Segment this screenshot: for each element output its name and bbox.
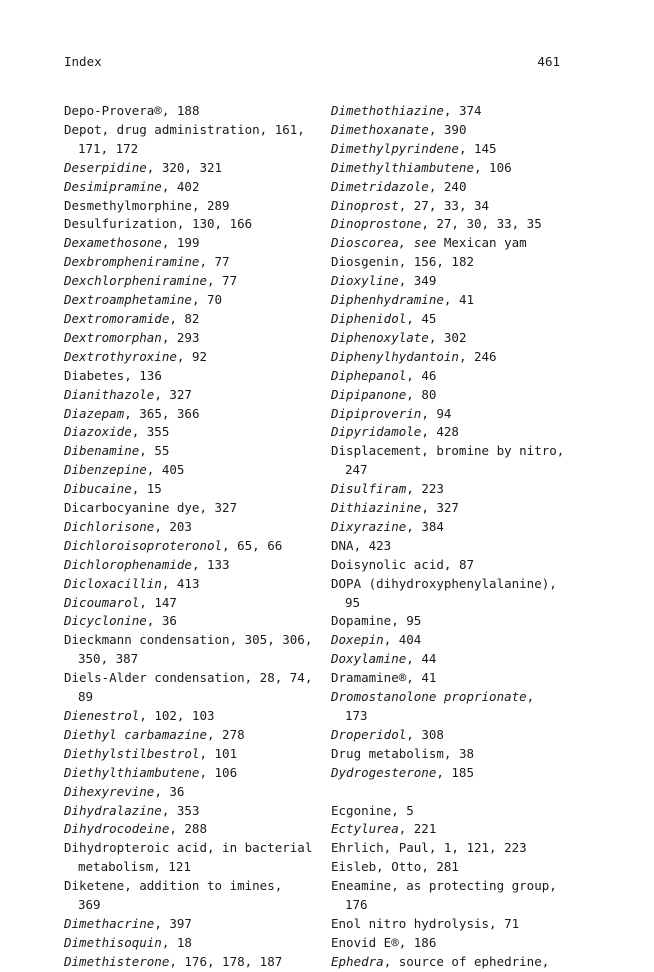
index-column-left [64, 102, 324, 972]
page-references: , 45 [406, 310, 437, 326]
page-references: , source of ephedrine, [383, 953, 550, 969]
index-entry [331, 234, 571, 253]
index-entry [64, 575, 324, 594]
index-entry [64, 877, 324, 896]
page-references: , 156, 182 [398, 254, 474, 270]
index-term: Depot, drug administration [64, 121, 260, 137]
page-references: , 365, 366 [124, 405, 200, 421]
page-references: , 82 [169, 310, 200, 326]
index-term: Diphepanol [331, 367, 407, 383]
index-entry [331, 140, 571, 159]
index-term: Diabetes [64, 367, 125, 383]
index-entry [64, 480, 324, 499]
page-references: , 199 [161, 235, 200, 251]
index-term: Dromostanolone proprionate [331, 689, 527, 705]
index-term: Diphenidol [331, 310, 407, 326]
index-entry [64, 537, 324, 556]
page-references: , 349 [398, 273, 437, 289]
index-term: Dextromoramide [64, 310, 170, 326]
index-term: Diazepam [64, 405, 125, 421]
index-entry [331, 253, 571, 272]
index-entry [64, 802, 324, 821]
index-entry-continuation [331, 594, 571, 613]
page-references: , 240 [428, 178, 467, 194]
index-entry [331, 215, 571, 234]
index-entry [64, 234, 324, 253]
index-entry [331, 858, 571, 877]
index-term: Desmethylmorphine [64, 197, 192, 213]
index-term: Ephedra [331, 953, 384, 969]
page-references: 247 [345, 462, 368, 478]
index-entry [64, 631, 324, 650]
page-references: 171, 172 [78, 140, 139, 156]
index-term: Dipiproverin [331, 405, 422, 421]
page-references: , 46 [406, 367, 437, 383]
index-entry [64, 310, 324, 329]
index-term: Ectylurea [331, 821, 399, 837]
page-references: metabolism, 121 [78, 859, 191, 875]
page-references: , 71 [489, 915, 520, 931]
index-entry [64, 726, 324, 745]
index-column-right [331, 102, 571, 972]
index-term: Displacement, bromine by nitro [331, 443, 557, 459]
index-entry [64, 915, 324, 934]
index-entry [64, 764, 324, 783]
page-references: , 186 [398, 934, 437, 950]
index-term: Dihydrocodeine [64, 821, 170, 837]
index-entry [331, 197, 571, 216]
index-term: DNA [331, 537, 354, 553]
page-references: , 38 [443, 745, 474, 761]
page-references: , [549, 878, 557, 894]
index-entry-continuation [64, 896, 324, 915]
index-entry [331, 291, 571, 310]
page-references: , 27, 33, 34 [398, 197, 490, 213]
index-term: Dexbrompheniramine [64, 254, 200, 270]
index-entry-continuation [64, 688, 324, 707]
index-term: Dibucaine [64, 481, 132, 497]
index-term: Doisynolic acid [331, 556, 444, 572]
page-number: 461 [537, 54, 560, 69]
index-term: Diphenylhydantoin [331, 348, 459, 364]
index-term: Eneamine, as protecting group [331, 878, 550, 894]
index-term: Dimethoxanate [331, 121, 429, 137]
index-entry [64, 197, 324, 216]
page-references: , 289 [191, 197, 230, 213]
index-entry-continuation [64, 858, 324, 877]
index-entry-continuation [331, 707, 571, 726]
page-references: 89 [78, 689, 94, 705]
index-term: Dinoprost [331, 197, 399, 213]
index-entry [331, 839, 571, 858]
index-entry [64, 348, 324, 367]
index-term: Dibenzepine [64, 462, 147, 478]
page-references: , 413 [161, 575, 200, 591]
page-header [64, 54, 560, 72]
index-entry-continuation [64, 140, 324, 159]
index-term: Dimethothiazine [331, 103, 444, 118]
index-term: Dydrogesterone [331, 764, 437, 780]
index-entry-continuation [64, 650, 324, 669]
page-references: , 44 [406, 651, 437, 667]
index-entry [64, 253, 324, 272]
page-references: , 327 [154, 386, 192, 402]
index-term: Diethyl carbamazine [64, 726, 207, 742]
index-entry [64, 386, 324, 405]
page-references: , 203 [154, 518, 192, 534]
index-entry [331, 612, 571, 631]
index-entry [331, 650, 571, 669]
page-references: , 147 [139, 594, 177, 610]
page-references: 176 [345, 897, 368, 913]
page-references: , 397 [154, 915, 192, 931]
page-references: , 384 [406, 518, 444, 534]
page-references: , 101 [199, 745, 238, 761]
index-entry [331, 272, 571, 291]
page-references: , [274, 878, 283, 894]
index-entry [64, 178, 324, 197]
page-references: , [549, 575, 557, 591]
index-term: Dihexyrevine [64, 783, 155, 799]
index-term: Dextroamphetamine [64, 292, 192, 308]
index-entry [64, 839, 324, 858]
page-references: , 293 [161, 329, 200, 345]
index-entry [64, 367, 324, 386]
index-term: Diphenhydramine [331, 292, 444, 308]
page-references: , 92 [176, 348, 207, 364]
page-references: , 36 [154, 783, 185, 799]
page-references: Mexican yam [436, 235, 527, 251]
index-entry [331, 726, 571, 745]
index-entry [331, 367, 571, 386]
page-references: , 133 [191, 556, 230, 572]
page-references: , 405 [146, 462, 185, 478]
index-term: Diels-Alder condensation [64, 670, 245, 686]
index-entry [331, 764, 571, 783]
index-entry [331, 669, 571, 688]
index-entry [331, 423, 571, 442]
index-term: Diketene, addition to imines [64, 878, 275, 894]
index-term: Diethylthiambutene [64, 764, 200, 780]
index-term: Dianithazole [64, 386, 155, 402]
page-references: , 355 [131, 424, 170, 440]
page-references: , 41 [406, 670, 437, 686]
index-term: Dieckmann condensation [64, 632, 230, 648]
index-term: Diethylstilbestrol [64, 745, 200, 761]
page-references: , 5 [391, 802, 414, 818]
index-entry [331, 556, 571, 575]
index-entry [331, 159, 571, 178]
index-term: Dextromorphan [64, 329, 162, 345]
index-term: Eisleb, Otto [331, 859, 422, 875]
index-term: Dopamine [331, 613, 392, 629]
index-entry [64, 159, 324, 178]
index-entry [331, 631, 571, 650]
index-term: Dimethisterone [64, 953, 170, 969]
index-entry [331, 102, 571, 121]
index-term: Dihydralazine [64, 802, 162, 818]
index-term: Dibenamine [64, 443, 140, 459]
index-entry-continuation [331, 896, 571, 915]
page-references: 369 [78, 897, 101, 913]
page-references: , 77 [199, 254, 230, 270]
page-references: , 36 [146, 613, 177, 629]
index-term: Dimetridazole [331, 178, 429, 194]
index-entry [64, 934, 324, 953]
index-term: Droperidol [331, 726, 407, 742]
page-references: , 176, 178, 187 [169, 953, 283, 969]
page-references: , 77 [207, 273, 238, 289]
index-term: Dihydropteroic acid, in bacterial [64, 840, 313, 856]
page-references: , 402 [161, 178, 200, 194]
index-term: DOPA (dihydroxyphenylalanine) [331, 575, 550, 591]
page-references: , 221 [398, 821, 437, 837]
page-references: , 308 [406, 726, 444, 742]
index-entry [331, 121, 571, 140]
index-term: Dimethacrine [64, 915, 155, 931]
index-term: Dichloroisoproteronol [64, 537, 223, 553]
index-term: Disulfiram [331, 481, 407, 497]
index-term: Desimipramine [64, 178, 162, 194]
index-term: Dicyclonine [64, 613, 147, 629]
page-references: , 87 [443, 556, 474, 572]
index-term: Dicarbocyanine dye [64, 500, 200, 516]
index-entry [331, 348, 571, 367]
index-entry [64, 820, 324, 839]
page-references: , 70 [191, 292, 223, 308]
page-references: , 278 [207, 726, 245, 742]
index-entry [331, 310, 571, 329]
index-term: Doxylamine [331, 651, 407, 667]
index-term: Enol nitro hydrolysis [331, 915, 490, 931]
index-entry [331, 442, 571, 461]
page-references: , 161, [259, 121, 305, 137]
page-references: , 106 [474, 159, 512, 175]
index-entry [331, 915, 571, 934]
page-references: , 302 [428, 329, 467, 345]
page-references: , 423 [353, 537, 392, 553]
index-term: Diphenoxylate [331, 329, 429, 345]
index-term: Desulfurization [64, 216, 177, 232]
page-references: , 27, 30, 33, 35 [421, 216, 542, 232]
index-entry [331, 329, 571, 348]
index-entry [64, 405, 324, 424]
index-term: Dipyridamole [331, 424, 422, 440]
page-references: , 95 [391, 613, 422, 629]
page-references: , 428 [421, 424, 459, 440]
index-term: Dixyrazine [331, 518, 407, 534]
page-references: , [526, 689, 535, 705]
index-term: Dimethylpyrindene [331, 140, 459, 156]
index-term: Dinoprostone [331, 216, 422, 232]
page-references: , [556, 443, 565, 459]
index-term: Dicoumarol [64, 594, 140, 610]
index-term: Dioscorea, see [331, 235, 437, 251]
index-entry [64, 669, 324, 688]
page-references: , 288 [169, 821, 207, 837]
page-references: , 136 [124, 367, 162, 383]
page-references: , 353 [161, 802, 200, 818]
index-entry [64, 745, 324, 764]
index-term: Ehrlich, Paul [331, 840, 429, 856]
index-term: Dipipanone [331, 386, 407, 402]
index-term: Dienestrol [64, 708, 140, 723]
page-references: , 246 [458, 348, 497, 364]
index-entry [331, 518, 571, 537]
page-references: 173 [345, 708, 368, 723]
index-entry [64, 556, 324, 575]
page-references: , 28, 74, [244, 670, 313, 686]
index-entry [64, 594, 324, 613]
page-references: , 281 [421, 859, 459, 875]
index-entry [64, 707, 324, 726]
page-references: , 55 [139, 443, 170, 459]
index-term: Dexchlorpheniramine [64, 273, 207, 289]
index-entry [64, 423, 324, 442]
index-entry [331, 178, 571, 197]
index-term: Ecgonine [331, 802, 392, 818]
index-entry [64, 291, 324, 310]
index-term: Enovid E® [331, 934, 399, 950]
index-term: Dimethisoquin [64, 934, 162, 950]
page-references: , 1, 121, 223 [428, 840, 527, 856]
index-entry [64, 953, 324, 972]
index-entry [64, 272, 324, 291]
index-term: Depo-Provera® [64, 103, 162, 118]
page-references: , 65, 66 [222, 537, 283, 553]
index-entry [331, 877, 571, 896]
index-entry [331, 537, 571, 556]
index-term: Dicloxacillin [64, 575, 162, 591]
page-references: , 106 [199, 764, 238, 780]
page-references: , 320, 321 [146, 159, 223, 175]
page-references: , 374 [443, 103, 482, 118]
index-entry [64, 121, 324, 140]
section-title: Index [64, 54, 102, 69]
index-entry [331, 953, 571, 972]
index-entry [64, 102, 324, 121]
page-references: , 305, 306, [229, 632, 313, 648]
page-references: , 390 [428, 121, 467, 137]
index-entry [64, 329, 324, 348]
page-references: , 145 [458, 140, 497, 156]
index-term: Diosgenin [331, 254, 399, 270]
page-references: , 18 [161, 934, 192, 950]
index-entry [64, 442, 324, 461]
page-references: , 188 [161, 103, 200, 118]
index-term: Doxepin [331, 632, 384, 648]
index-entry [64, 612, 324, 631]
page-references: , 223 [406, 481, 444, 497]
index-entry [64, 499, 324, 518]
page-references: , 404 [383, 632, 422, 648]
index-term: Dioxyline [331, 273, 399, 289]
index-entry [331, 499, 571, 518]
page-references: , 102, 103 [139, 708, 215, 723]
index-term: Dexamethosone [64, 235, 162, 251]
index-entry [331, 934, 571, 953]
page-references: , 94 [421, 405, 452, 421]
page-references: 95 [345, 594, 361, 610]
index-entry [331, 386, 571, 405]
page-references: , 327 [421, 500, 459, 516]
index-entry [331, 480, 571, 499]
index-term: Dramamine® [331, 670, 407, 686]
index-entry [331, 405, 571, 424]
index-term: Drug metabolism [331, 745, 444, 761]
index-entry [331, 575, 571, 594]
index-entry [64, 461, 324, 480]
index-term: Dimethylthiambutene [331, 159, 474, 175]
page-references: 350, 387 [78, 651, 139, 667]
page-references: , 41 [443, 292, 474, 308]
page-references: , 185 [436, 764, 474, 780]
page-references: , 15 [131, 481, 162, 497]
index-entry [64, 215, 324, 234]
page-references: , 327 [199, 500, 238, 516]
index-entry-continuation [331, 461, 571, 480]
index-term: Dextrothyroxine [64, 348, 177, 364]
index-entry [331, 688, 571, 707]
index-term: Deserpidine [64, 159, 147, 175]
page-references: , 130, 166 [176, 216, 253, 232]
index-entry [64, 518, 324, 537]
index-term: Dithiazinine [331, 500, 422, 516]
index-entry [331, 820, 571, 839]
index-term: Dichlorophenamide [64, 556, 192, 572]
index-term: Dichlorisone [64, 518, 155, 534]
index-entry [64, 783, 324, 802]
index-entry [331, 802, 571, 821]
index-entry [331, 745, 571, 764]
page-references: , 80 [406, 386, 437, 402]
index-term: Diazoxide [64, 424, 132, 440]
